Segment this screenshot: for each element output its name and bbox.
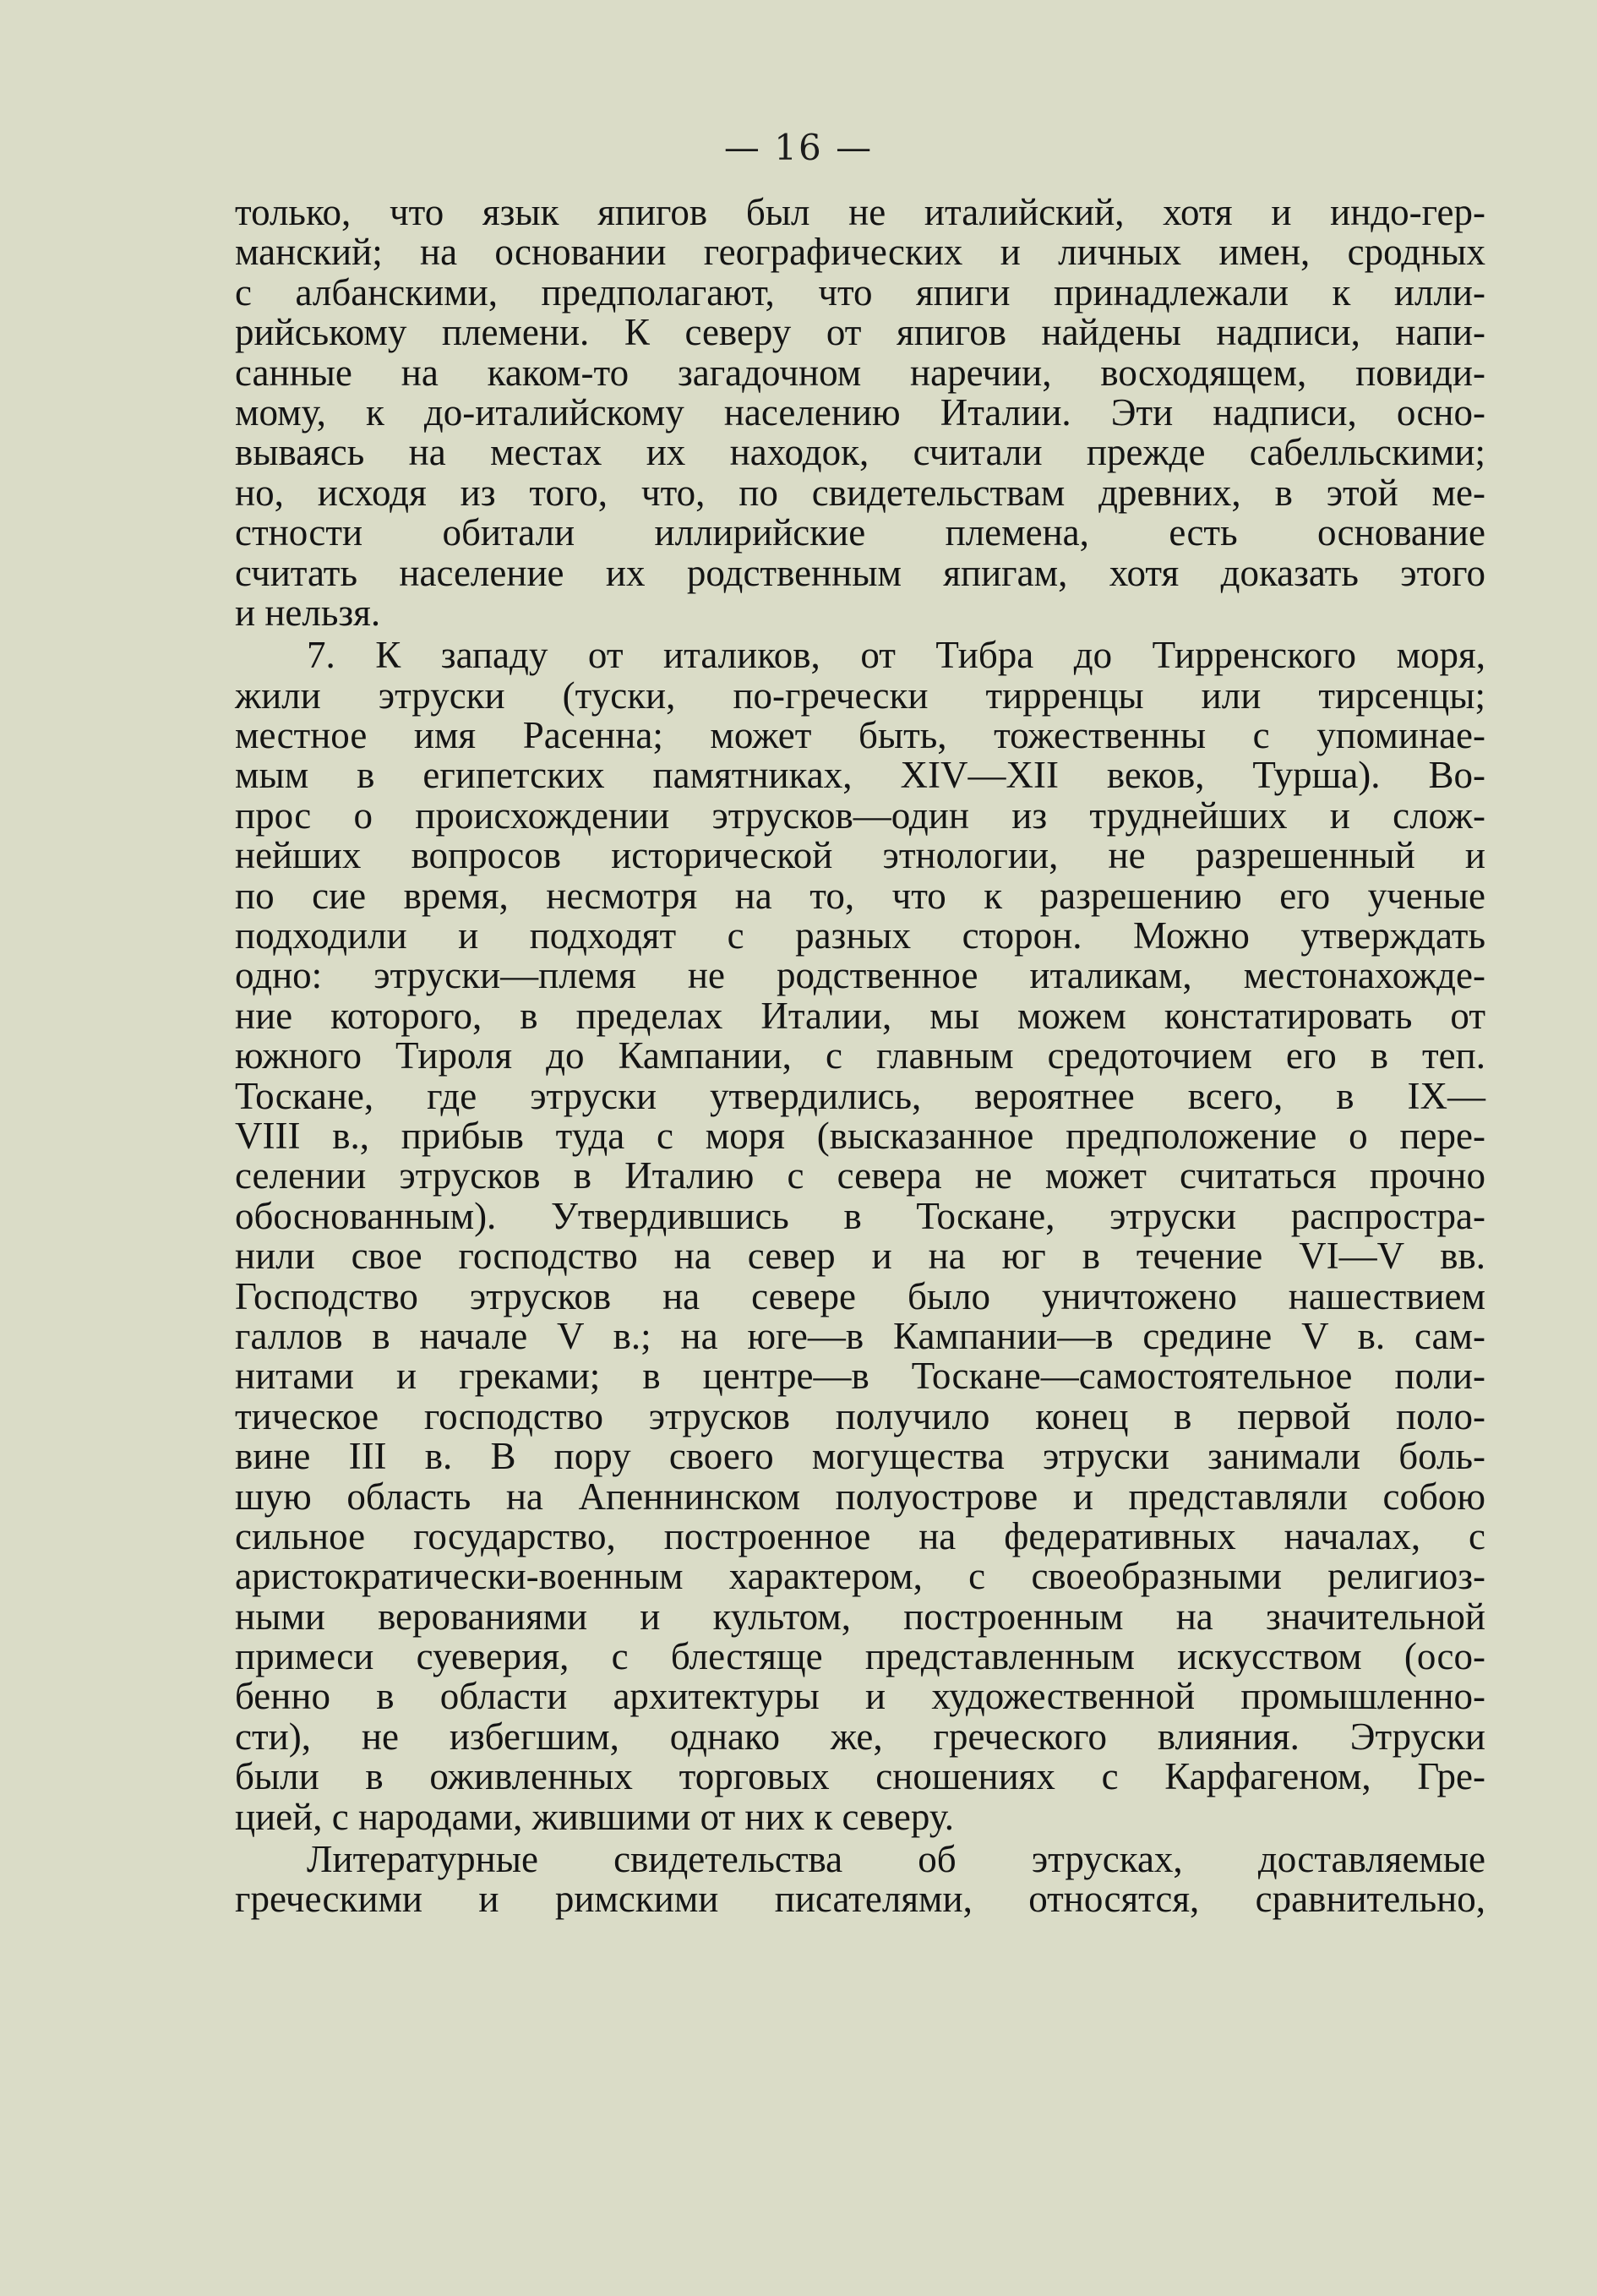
text-line: и нельзя.: [235, 591, 381, 634]
text-line: VIII в., прибыв туда с моря (высказанное предположение о пере-: [235, 1114, 1485, 1157]
text-line: были в оживленных торговых сношениях с Карфагеном, Гре-: [235, 1755, 1485, 1798]
text-line: ными верованиями и культом, построенным на значительной: [235, 1595, 1485, 1638]
text-line: прос о происхождении этрусков—один из труднейших и слож-: [235, 794, 1485, 837]
text-line: одно: этруски—племя не родственное италикам, местонахожде-: [235, 954, 1485, 997]
text-line: вине III в. В пору своего могущества этруски занимали боль-: [235, 1435, 1485, 1478]
text-line: нили свое господство на север и на юг в течение VI—V вв.: [235, 1235, 1485, 1278]
text-line: по сие время, несмотря на то, что к разрешению его ученые: [235, 874, 1485, 917]
text-line: греческими и римскими писателями, относятся, сравнительно,: [235, 1878, 1485, 1921]
paragraph: [235, 193, 1485, 633]
text-line: стности обитали иллирийские племена, есть основание: [235, 511, 1485, 554]
text-line: Господство этрусков на севере было уничтожено нашествием: [235, 1274, 1485, 1317]
page-number: — 16 —: [723, 127, 874, 168]
paragraph: [235, 1840, 1485, 1920]
text-line: ние которого, в пределах Италии, мы можем констатировать от: [235, 994, 1485, 1037]
text-line: бенно в области архитектуры и художественной промышленно-: [235, 1675, 1485, 1718]
text-line: сильное государство, построенное на федеративных началах, с: [235, 1514, 1485, 1557]
text-line: считать население их родственным япигам, хотя доказать этого: [235, 551, 1485, 594]
text-line: южного Тироля до Кампании, с главным средоточием его в теп.: [235, 1034, 1485, 1077]
paragraph: [235, 635, 1485, 1837]
text-line: местное имя Расенна; может быть, тожественны с упоминае-: [235, 714, 1485, 757]
text-line: сти), не избегшим, однако же, греческого влияния. Этруски: [235, 1715, 1485, 1758]
text-line: аристократически-военным характером, с своеобразными религиоз-: [235, 1555, 1485, 1598]
text-line: жили этруски (туски, по-гречески тирренцы или тирсенцы;: [235, 674, 1485, 717]
text-line: с албанскими, предполагают, что япиги принадлежали к илли-: [235, 270, 1485, 314]
text-line: но, исходя из того, что, по свидетельствам древних, в этой ме-: [235, 471, 1485, 514]
text-line: вываясь на местах их находок, считали прежде сабелльскими;: [235, 431, 1485, 474]
text-line: манский; на основании географических и личных имен, сродных: [235, 231, 1485, 274]
text-line: 7. К западу от италиков, от Тибра до Тирренского моря,: [307, 634, 1485, 677]
text-line: обоснованным). Утвердившись в Тоскане, этруски распростра-: [235, 1194, 1485, 1237]
text-line: шую область на Апеннинском полуострове и представляли собою: [235, 1475, 1485, 1518]
text-line: только, что язык япигов был не италийский, хотя и индо-гер-: [235, 191, 1485, 233]
text-line: селении этрусков в Италию с севера не может считаться прочно: [235, 1154, 1485, 1197]
text-line: Тоскане, где этруски утвердились, вероятнее всего, в IX—: [235, 1074, 1485, 1117]
text-line: галлов в начале V в.; на юге—в Кампании—в средине V в. сам-: [235, 1314, 1485, 1357]
text-line: цией, с народами, жившими от них к северу.: [235, 1795, 955, 1838]
body-text: [235, 193, 1485, 1920]
text-line: нейших вопросов исторической этнологии, не разрешенный и: [235, 834, 1485, 877]
text-line: мым в египетских памятниках, XIV—XII веков, Турша). Во-: [235, 754, 1485, 797]
text-line: подходили и подходят с разных сторон. Можно утверждать: [235, 914, 1485, 957]
text-line: санные на каком-то загадочном наречии, восходящем, повиди-: [235, 351, 1485, 394]
text-line: тическое господство этрусков получило конец в первой поло-: [235, 1394, 1485, 1437]
text-line: примеси суеверия, с блестяще представленным искусством (осо-: [235, 1635, 1485, 1678]
text-line: Литературные свидетельства об этрусках, доставляемые: [307, 1838, 1485, 1881]
text-line: рийському племени. К северу от япигов найдены надписи, напи-: [235, 311, 1485, 354]
text-line: нитами и греками; в центре—в Тоскане—самостоятельное поли-: [235, 1355, 1485, 1398]
text-line: мому, к до-италийскому населению Италии. Эти надписи, осно-: [235, 390, 1485, 434]
